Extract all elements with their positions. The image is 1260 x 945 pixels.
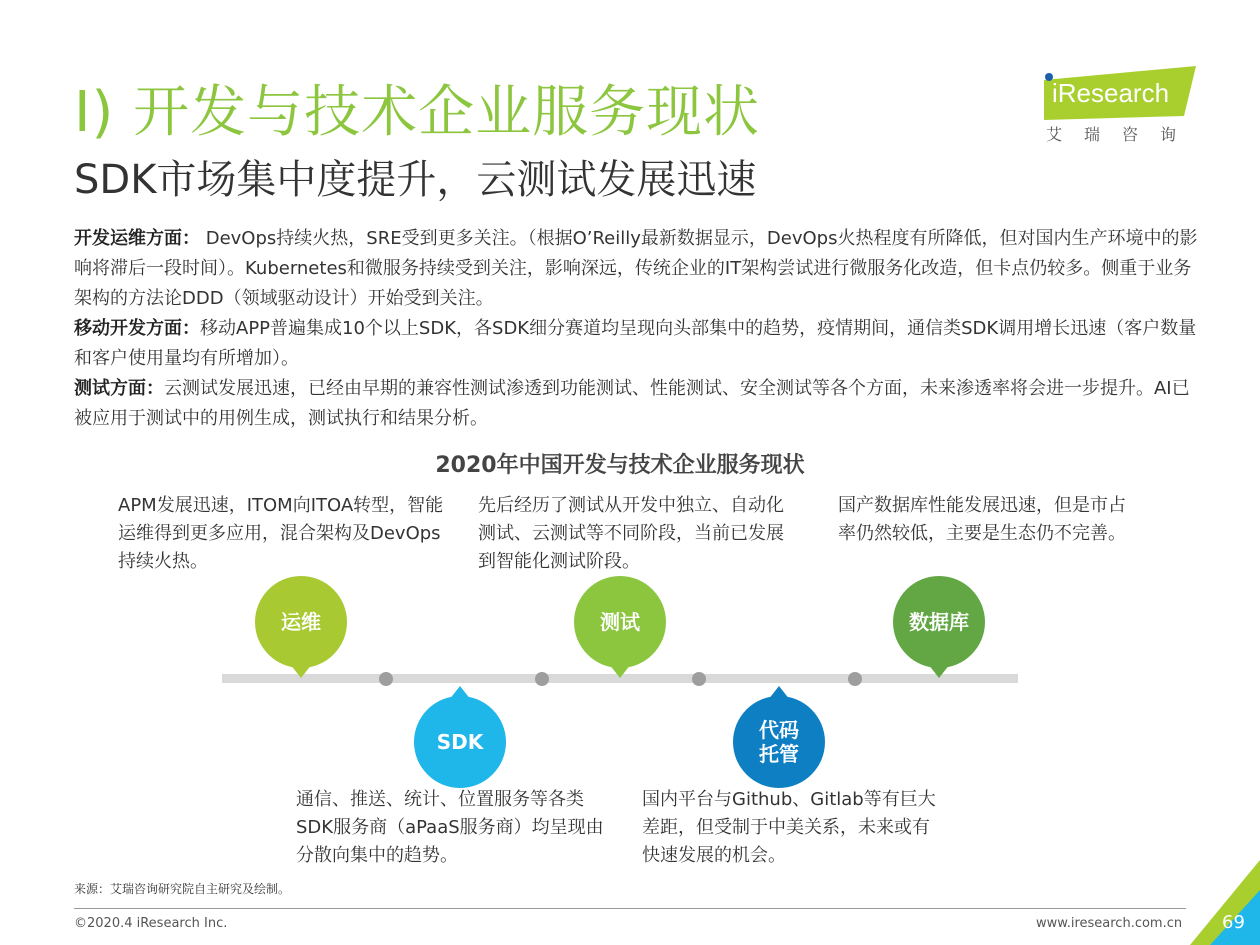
bubble-ops: 运维 xyxy=(255,576,347,668)
paragraph-label: 移动开发方面： xyxy=(74,318,200,339)
page-number: 69 xyxy=(1222,912,1245,933)
note-database: 国产数据库性能发展迅速，但是市占率仍然较低，主要是生态仍不完善。 xyxy=(838,495,1126,544)
timeline-dot xyxy=(692,672,706,686)
note-ops: APM发展迅速，ITOM向ITOA转型，智能运维得到更多应用，混合架构及DevOps持续火热。 xyxy=(118,495,444,572)
bubble-test: 测试 xyxy=(574,576,666,668)
paragraph-label: 测试方面： xyxy=(74,378,164,399)
page-subtitle: SDK市场集中度提升，云测试发展迅速 xyxy=(74,157,757,203)
paragraph-text: DevOps持续火热，SRE受到更多关注。（根据O’Reilly最新数据显示，DevOps火热程度有所降低，但对国内生产环境中的影响将滞后一段时间）。Kubernetes和微服务持续受到关注，影响深远，传统企业的IT架构尝试进行微服务化改造，但卡点仍较多。侧重于业务架构的方法论DDD（领域驱动设计）开始受到关注。 xyxy=(74,228,1198,309)
logo-cn: 艾瑞咨询 xyxy=(1046,125,1199,144)
paragraph-text: 移动APP普遍集成10个以上SDK，各SDK细分赛道均呈现向头部集中的趋势，疫情期间，通信类SDK调用增长迅速（客户数量和客户使用量均有所增加）。 xyxy=(74,318,1197,369)
note-sdk: 通信、推送、统计、位置服务等各类SDK服务商（aPaaS服务商）均呈现由分散向集中的趋势。 xyxy=(296,789,604,866)
paragraph-label: 开发运维方面： xyxy=(74,228,200,249)
website-link: www.iresearch.com.cn xyxy=(1036,916,1183,931)
timeline-dot xyxy=(379,672,393,686)
bubble-database: 数据库 xyxy=(893,576,985,668)
timeline-dot xyxy=(848,672,862,686)
bubble-sdk: SDK xyxy=(414,696,506,788)
paragraph-text: 云测试发展迅速，已经由早期的兼容性测试渗透到功能测试、性能测试、安全测试等各个方面，未来渗透率将会进一步提升。AI已被应用于测试中的用例生成，测试执行和结果分析。 xyxy=(74,378,1190,429)
logo-brand: iResearch xyxy=(1052,78,1170,108)
source-note: 来源：艾瑞咨询研究院自主研究及绘制。 xyxy=(74,882,291,896)
page-title: I) 开发与技术企业服务现状 xyxy=(74,80,761,145)
note-code-hosting: 国内平台与Github、Gitlab等有巨大差距，但受制于中美关系，未来或有快速发展的机会。 xyxy=(642,789,936,866)
copyright: ©2020.4 iResearch Inc. xyxy=(74,916,228,931)
note-test: 先后经历了测试从开发中独立、自动化测试、云测试等不同阶段，当前已发展到智能化测试阶段。 xyxy=(478,495,784,572)
chart-title: 2020年中国开发与技术企业服务现状 xyxy=(435,453,805,478)
footer-divider xyxy=(74,908,1186,909)
bubble-code-hosting: 代码 托管 xyxy=(733,696,825,788)
timeline-dot xyxy=(535,672,549,686)
